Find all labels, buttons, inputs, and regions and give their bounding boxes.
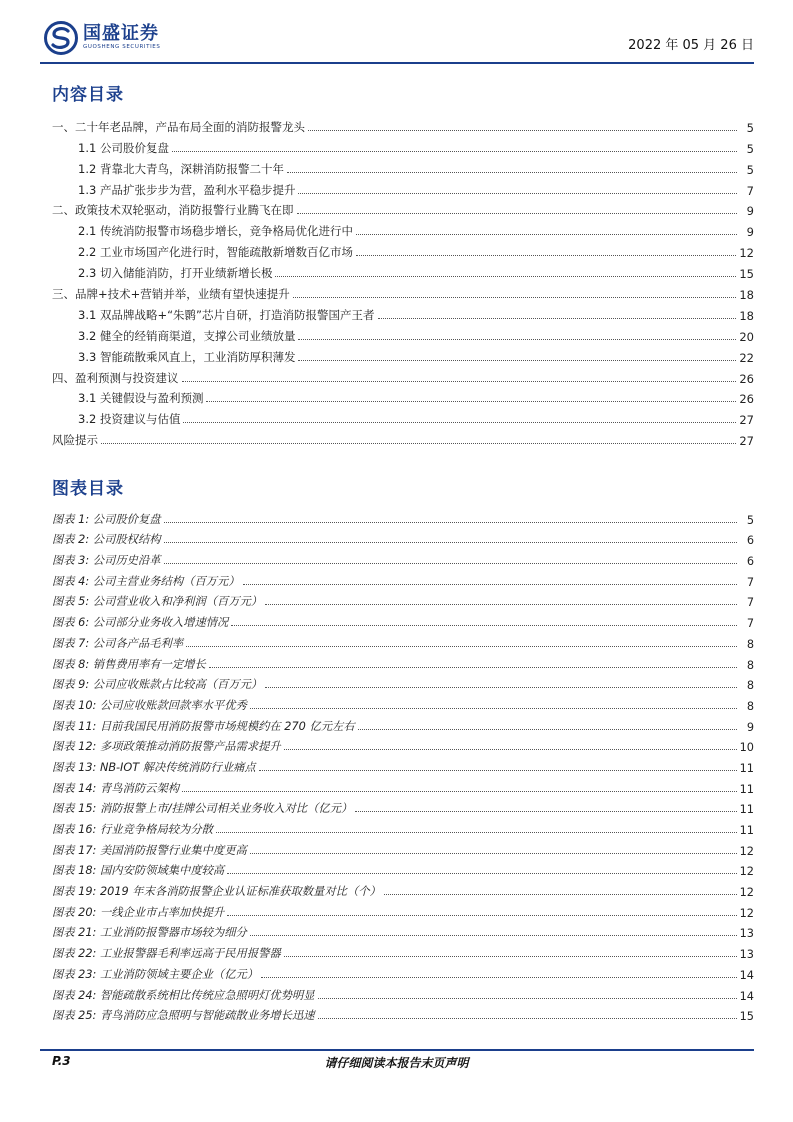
toc-dot-leader [265,604,737,605]
toc-entry-label: 3.1 关键假设与盈利预测 [78,391,204,406]
report-date: 2022 年 05 月 26 日 [628,38,754,53]
toc-entry-label: 图表 14: 青鸟消防云架构 [52,781,180,795]
toc-dot-leader [250,708,737,709]
brand-logo [44,20,160,56]
toc-entry[interactable] [52,899,754,920]
toc-entry[interactable] [52,135,754,156]
page-header [40,18,754,60]
toc-entry[interactable] [52,527,754,548]
toc-entry[interactable] [52,713,754,734]
toc-entry-label: 1.3 产品扩张步步为营，盈利水平稳步提升 [78,182,296,197]
toc-dot-leader [261,977,737,978]
toc-entry-label: 图表 17: 美国消防报警行业集中度更高 [52,843,247,857]
toc-entry-page: 7 [746,617,754,631]
toc-entry-label: 图表 23: 工业消防领域主要企业（亿元） [52,967,259,981]
toc-title: 内容目录 [52,85,124,105]
toc-entry-label: 3.2 投资建议与估值 [78,412,181,427]
toc-entry[interactable] [52,940,754,961]
toc-dot-leader [275,276,736,277]
toc-entry-page: 26 [739,371,754,386]
toc-dot-leader [227,873,736,874]
toc-dot-leader [298,193,737,194]
toc-entry[interactable] [52,589,754,610]
toc-entry[interactable] [52,609,754,630]
toc-entry-label: 二、政策技术双轮驱动，消防报警行业腾飞在即 [52,203,294,218]
toc-entry-label: 三、品牌+技术+营销并举，业绩有望快速提升 [52,287,290,302]
toc-entry-page: 10 [739,741,754,755]
toc-entry-page: 9 [746,720,754,734]
toc-entry[interactable] [52,837,754,858]
toc-entry[interactable] [52,692,754,713]
toc-entry-label: 2.1 传统消防报警市场稳步增长，竞争格局优化进行中 [78,224,353,239]
toc-entry-page: 18 [739,308,754,323]
toc-entry-page: 5 [746,141,754,156]
toc-entry-page: 12 [739,246,754,261]
toc-entry[interactable] [52,281,754,302]
toc-dot-leader [355,811,736,812]
toc-dot-leader [250,935,737,936]
toc-dot-leader [384,894,737,895]
toc-entry[interactable] [52,568,754,589]
toc-dot-leader [101,443,736,444]
toc-dot-leader [287,172,737,173]
toc-entry-page: 8 [746,658,754,672]
toc-entry-label: 图表 7: 公司各产品毛利率 [52,636,184,650]
toc-entry-label: 图表 6: 公司部分业务收入增速情况 [52,616,229,630]
toc-entry[interactable] [52,218,754,239]
toc-entry-label: 图表 24: 智能疏散系统相比传统应急照明灯优势明显 [52,988,315,1002]
toc-entry-page: 11 [739,824,754,837]
toc-entry-label: 图表 10: 公司应收账款回款率水平优秀 [52,698,247,712]
toc-entry[interactable] [52,239,754,260]
toc-entry-page: 5 [746,120,754,135]
toc-entry-label: 2.2 工业市场国产化进行时，智能疏散新增数百亿市场 [78,245,353,260]
toc-dot-leader [265,687,737,688]
toc-entry-label: 图表 8: 销售费用率有一定增长 [52,657,206,671]
toc-dot-leader [308,130,737,131]
toc-entry-page: 27 [739,413,754,428]
toc-entry-label: 图表 1: 公司股价复盘 [52,512,161,526]
guosheng-logo-icon [44,21,78,55]
toc-entry-page: 18 [739,288,754,303]
toc-dot-leader [298,339,736,340]
toc-entry[interactable] [52,406,754,427]
toc-dot-leader [183,422,736,423]
toc-entry[interactable] [52,547,754,568]
toc-entry[interactable] [52,754,754,775]
toc-dot-leader [209,667,737,668]
toc-dot-leader [356,255,736,256]
toc-entry-label: 图表 9: 公司应收账款占比较高（百万元） [52,678,263,692]
toc-dot-leader [358,729,737,730]
toc-entry-page: 12 [739,886,754,900]
toc-entry[interactable] [52,365,754,386]
toc-entry[interactable] [52,302,754,323]
toc-dot-leader [250,853,737,854]
toc-entry-label: 图表 13: NB-IOT 解决传统消防行业痛点 [52,760,256,774]
toc-entry-label: 图表 3: 公司历史沿革 [52,554,161,568]
toc-entry-label: 图表 21: 工业消防报警器市场较为细分 [52,926,247,940]
toc-entry-page: 7 [746,596,754,610]
toc-dot-leader [298,360,736,361]
figures-list [52,506,754,1023]
toc-dot-leader [293,297,737,298]
toc-dot-leader [297,213,738,214]
toc-entry-label: 3.3 智能疏散乘风直上，工业消防厚积薄发 [78,349,296,364]
toc-list [52,114,754,448]
toc-entry-label: 1.1 公司股价复盘 [78,140,169,155]
toc-entry-label: 图表 4: 公司主营业务结构（百万元） [52,574,240,588]
toc-entry-label: 图表 15: 消防报警上市/挂牌公司相关业务收入对比（亿元） [52,802,353,816]
toc-entry-page: 13 [739,948,754,962]
toc-entry[interactable] [52,982,754,1003]
toc-entry-page: 7 [746,575,754,589]
toc-dot-leader [164,542,737,543]
toc-dot-leader [318,998,737,999]
toc-entry[interactable] [52,427,754,448]
toc-entry-label: 图表 5: 公司营业收入和净利润（百万元） [52,595,263,609]
toc-entry[interactable] [52,1003,754,1024]
toc-entry-page: 14 [739,989,754,1003]
toc-entry-page: 6 [746,534,754,548]
toc-entry-page: 11 [739,803,754,817]
toc-entry-label: 3.1 双品牌战略+“朱鹮”芯片自研，打造消防报警国产王者 [78,307,375,322]
toc-entry-page: 6 [746,555,754,569]
toc-dot-leader [182,791,737,792]
toc-entry[interactable] [52,858,754,879]
toc-entry-label: 图表 19: 2019 年末各消防报警企业认证标准获取数量对比（个） [52,885,381,899]
toc-entry-label: 风险提示 [52,433,98,448]
toc-entry-label: 一、二十年老品牌，产品布局全面的消防报警龙头 [52,119,305,134]
toc-dot-leader [259,770,737,771]
toc-entry-page: 11 [739,782,754,796]
toc-entry[interactable] [52,961,754,982]
brand-name-cn: 国盛证券 [83,23,159,45]
toc-entry[interactable] [52,878,754,899]
toc-dot-leader [164,522,737,523]
toc-entry-page: 14 [739,968,754,982]
toc-dot-leader [216,832,737,833]
toc-entry-page: 12 [739,844,754,858]
toc-entry-label: 2.3 切入储能消防，打开业绩新增长极 [78,266,273,281]
toc-entry[interactable] [52,672,754,693]
toc-entry-page: 12 [739,906,754,920]
toc-entry[interactable] [52,734,754,755]
toc-entry-page: 13 [739,927,754,941]
toc-entry[interactable] [52,386,754,407]
toc-entry[interactable] [52,156,754,177]
toc-entry-page: 5 [746,162,754,177]
toc-dot-leader [182,381,737,382]
toc-entry-page: 9 [746,204,754,219]
toc-entry-label: 3.2 健全的经销商渠道，支撑公司业绩放量 [78,328,296,343]
toc-entry-page: 20 [739,329,754,344]
footer-divider [40,1049,754,1051]
toc-entry[interactable] [52,344,754,365]
toc-entry[interactable] [52,114,754,135]
toc-entry[interactable] [52,323,754,344]
brand-name-en: GUOSHENG SECURITIES [83,44,161,51]
toc-dot-leader [172,151,737,152]
toc-entry-label: 图表 20: 一线企业市占率加快提升 [52,905,225,919]
toc-entry[interactable] [52,796,754,817]
toc-entry-label: 图表 11: 目前我国民用消防报警市场规模约在 270 亿元左右 [52,719,355,733]
figures-title: 图表目录 [52,479,124,499]
toc-entry-label: 1.2 背靠北大青鸟，深耕消防报警二十年 [78,161,284,176]
toc-entry[interactable] [52,651,754,672]
toc-dot-leader [186,646,737,647]
toc-dot-leader [243,584,737,585]
toc-dot-leader [227,915,736,916]
toc-entry-page: 26 [739,392,754,407]
toc-entry[interactable] [52,630,754,651]
toc-entry-page: 12 [739,865,754,879]
toc-entry-label: 图表 16: 行业竞争格局较为分散 [52,823,213,836]
toc-entry-page: 27 [739,434,754,449]
toc-dot-leader [284,956,737,957]
header-divider [40,62,754,64]
toc-entry-page: 9 [746,225,754,240]
toc-entry-page: 8 [746,679,754,693]
toc-entry-page: 15 [739,267,754,282]
page-number: P.3 [52,1054,71,1068]
toc-dot-leader [284,749,737,750]
toc-entry[interactable] [52,816,754,837]
toc-entry[interactable] [52,260,754,281]
toc-dot-leader [378,318,737,319]
toc-entry[interactable] [52,198,754,219]
toc-dot-leader [164,563,737,564]
toc-entry-page: 8 [746,699,754,713]
toc-dot-leader [318,1018,737,1019]
toc-entry[interactable] [52,920,754,941]
toc-dot-leader [206,401,736,402]
toc-entry-page: 8 [746,637,754,651]
toc-entry-label: 图表 2: 公司股权结构 [52,533,161,547]
footer-disclaimer: 请仔细阅读本报告末页声明 [324,1056,469,1070]
toc-entry-label: 四、盈利预测与投资建议 [52,370,179,385]
toc-entry-label: 图表 22: 工业报警器毛利率远高于民用报警器 [52,947,281,961]
toc-entry-page: 11 [739,761,754,775]
toc-entry-label: 图表 25: 青鸟消防应急照明与智能疏散业务增长迅速 [52,1009,315,1023]
toc-entry-page: 5 [746,513,754,527]
toc-dot-leader [231,625,737,626]
toc-entry-page: 15 [739,1010,754,1024]
toc-entry[interactable] [52,506,754,527]
toc-entry-page: 7 [746,183,754,198]
toc-entry[interactable] [52,177,754,198]
toc-entry-label: 图表 18: 国内安防领域集中度较高 [52,864,225,878]
toc-entry-page: 22 [739,350,754,365]
toc-entry-label: 图表 12: 多项政策推动消防报警产品需求提升 [52,740,281,754]
toc-dot-leader [356,234,737,235]
toc-entry[interactable] [52,775,754,796]
